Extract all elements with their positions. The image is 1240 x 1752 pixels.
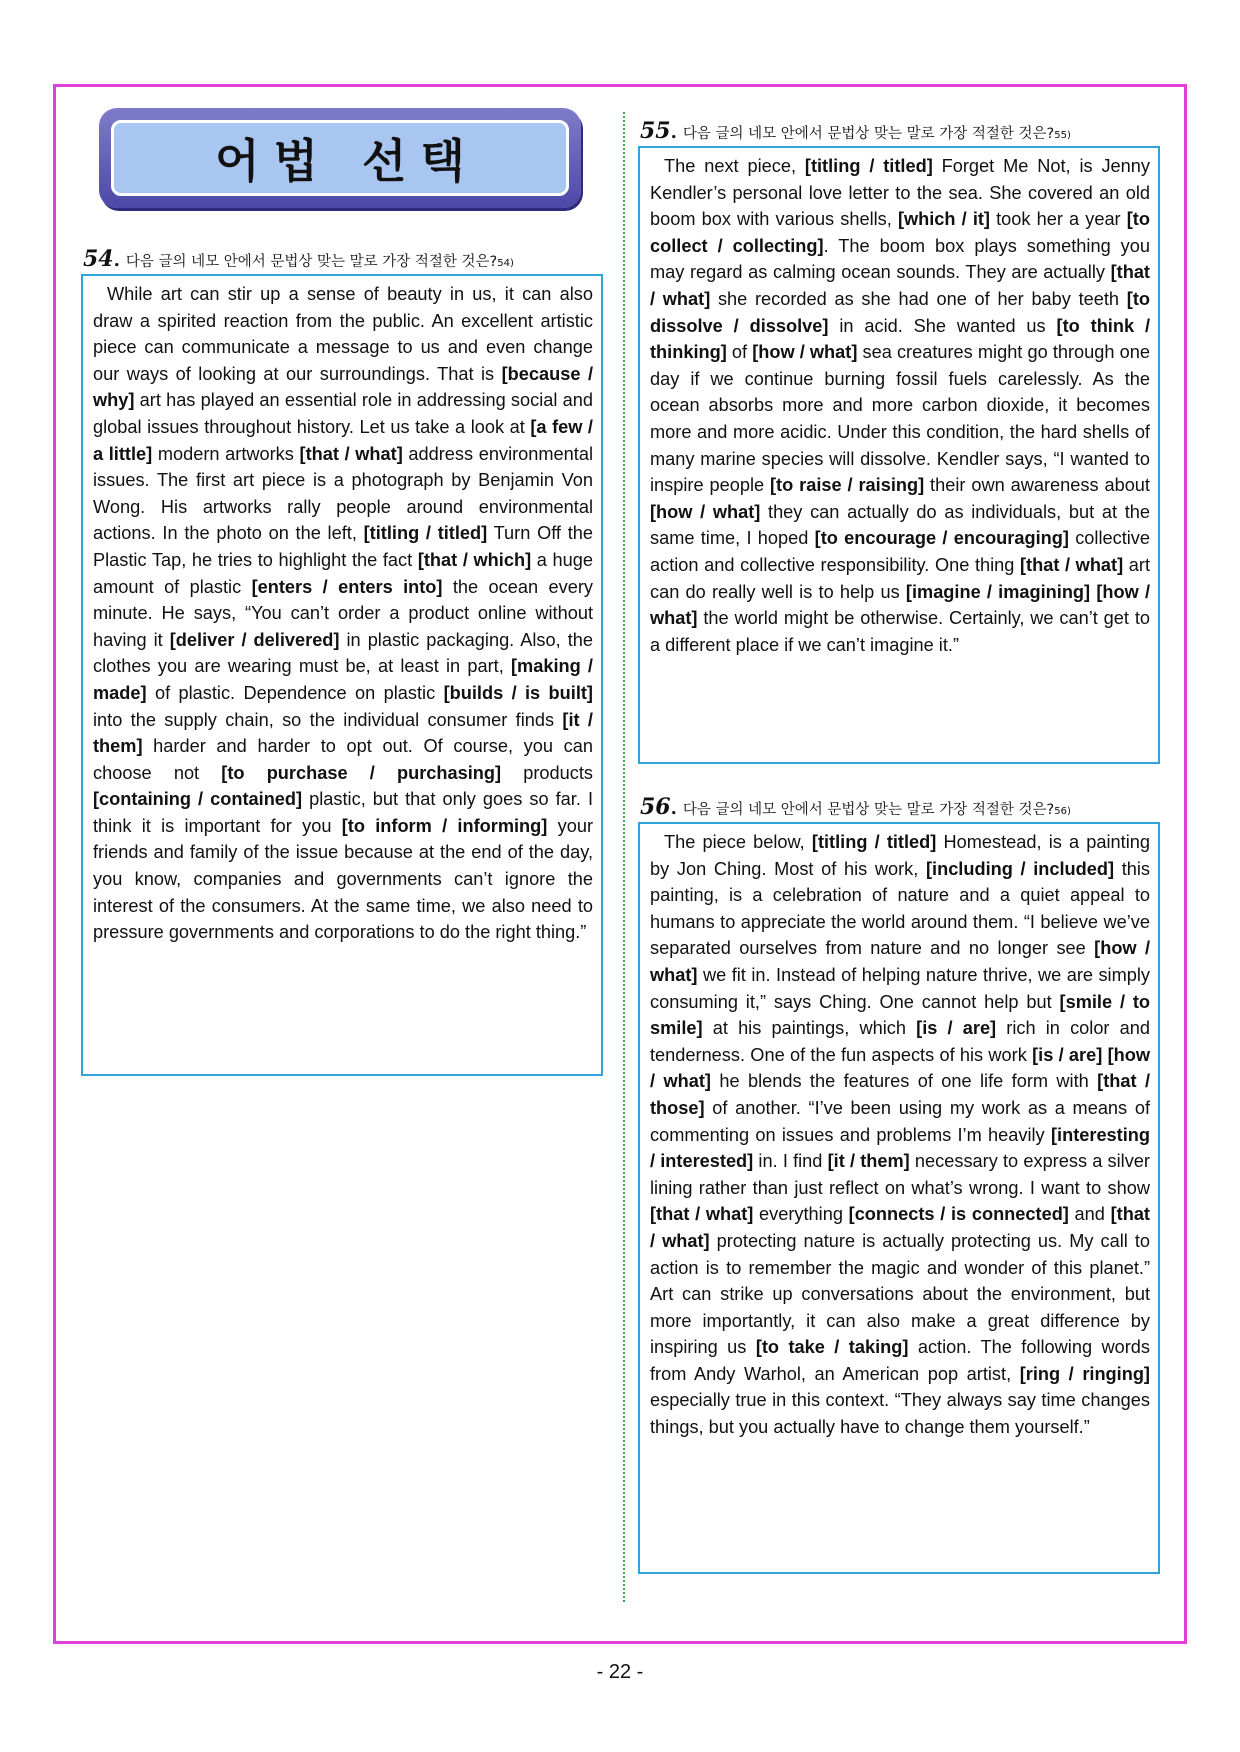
passage-text: plastic, but that only goes so far. I think it is important for you <box>93 789 593 836</box>
question-56-passage <box>650 829 1150 1441</box>
question-prompt: 다음 글의 네모 안에서 문법상 맞는 말로 가장 적절한 것은? <box>125 254 498 270</box>
passage-text: he blends the features of one life form with <box>710 1071 1098 1092</box>
passage-text: the ocean every minute. He says, “You can’t order a product online without having it <box>93 576 593 650</box>
passage-text: The piece below, <box>664 832 812 852</box>
passage-text: of <box>726 342 753 363</box>
passage-text: Turn Off the Plastic Tap, he tries to highlight the fact <box>93 523 594 570</box>
passage-text: Forget Me Not, is Jenny Kendler’s personal love letter to the sea. She covered an old boom box with various shells, <box>650 156 1150 230</box>
passage-text: harder and harder to opt out. Of course, you can choose not <box>93 736 593 783</box>
grammar-choice: [including / included] <box>925 858 1115 879</box>
grammar-choice: [deliver / delivered] <box>169 629 340 650</box>
question-54-passage-box <box>81 274 603 1076</box>
passage-text: everything <box>753 1204 849 1225</box>
passage-text: in acid. She wanted us <box>828 315 1057 336</box>
grammar-choice: [that / what] <box>650 1204 754 1225</box>
passage-text: they can actually do as individuals, but at the same time, I hoped <box>650 501 1150 549</box>
question-prompt: 다음 글의 네모 안에서 문법상 맞는 말로 가장 적절한 것은? <box>682 126 1055 142</box>
question-number: 56 <box>640 794 671 820</box>
grammar-choice: [how / what] <box>650 581 1151 629</box>
passage-text: art has played an essential role in addressing social and global issues throughout history. Let us take a look at <box>93 390 593 437</box>
passage-text: collective action and collective responsibility. One thing <box>650 528 1151 575</box>
passage-text: address environmental issues. The first art piece is a photograph by Benjamin Von Wong. His artworks rally people around environmental actions. In the photo on the left, <box>93 443 593 544</box>
passage-text: modern artworks <box>152 443 300 464</box>
question-55-passage-box <box>638 146 1160 764</box>
section-banner-inner <box>111 120 569 196</box>
passage-text: in. I find <box>753 1151 828 1172</box>
question-number: 55 <box>640 118 671 144</box>
grammar-choice: [how / what] <box>752 342 858 363</box>
question-55-header <box>640 118 1071 144</box>
grammar-choice: [builds / is built] <box>443 682 593 703</box>
column-divider <box>623 112 625 1602</box>
question-54-header <box>83 246 514 272</box>
grammar-choice: [to think / thinking] <box>650 315 1151 363</box>
question-footnote: 54) <box>497 258 514 269</box>
passage-text: The next piece, <box>664 156 805 176</box>
passage-text: of plastic. Dependence on plastic <box>146 682 444 703</box>
grammar-choice: [to inform / informing] <box>341 815 548 836</box>
question-number-dot: . <box>670 122 677 143</box>
passage-text: rich in color and tenderness. One of the fun aspects of his work <box>650 1018 1150 1065</box>
passage-text: action. The following words from Andy Warhol, an American pop artist, <box>650 1337 1151 1384</box>
passage-text: protecting nature is actually protecting us. My call to action is to remember the magic and wonder of this planet.” Art can strike up conversations about the environment, but more importantly, it can also make a great difference by inspiring us <box>650 1230 1150 1358</box>
passage-text: a huge amount of plastic <box>93 549 593 597</box>
page-number: - 22 - <box>596 1661 644 1683</box>
passage-text: products <box>501 762 593 783</box>
grammar-choice: [to take / taking] <box>755 1337 909 1358</box>
grammar-choice: [imagine / imagining] <box>905 581 1091 602</box>
grammar-choice: [ring / ringing] <box>1019 1363 1150 1384</box>
passage-text: into the supply chain, so the individual consumer finds <box>93 709 563 730</box>
question-56-passage-box <box>638 822 1160 1574</box>
grammar-choice: [smile / to smile] <box>650 991 1150 1039</box>
question-number-dot: . <box>670 798 677 819</box>
passage-text: in plastic packaging. Also, the clothes you are wearing must be, at least in part, <box>93 629 594 677</box>
passage-text: the world might be otherwise. Certainly, we can’t get to a different place if we can’t imagine it.” <box>650 608 1150 655</box>
grammar-choice: [that / what] <box>299 443 403 464</box>
passage-text: sea creatures might go through one day if we continue burning fossil fuels carelessly. As the ocean absorbs more and more carbon dioxide, it becomes more and more acidic. Under this condition, the hard shells of many marine species will dissolve. Kendler says, “I wanted to inspire people <box>650 342 1150 496</box>
grammar-choice: [it / them] <box>827 1151 910 1172</box>
question-footnote: 55) <box>1054 130 1071 141</box>
grammar-choice: [to purchase / purchasing] <box>221 762 502 783</box>
passage-text: especially true in this context. “They always say time changes things, but you actually have to change them yourself.” <box>650 1390 1150 1438</box>
grammar-choice: [is / are] <box>1032 1044 1103 1065</box>
passage-text: your friends and family of the issue because at the end of the day, you know, companies and governments can’t ignore the interest of the consumers. At the same time, we also need to pressure governments and corporations to do the right thing.” <box>93 815 594 943</box>
passage-text: she recorded as she had one of her baby teeth <box>710 288 1127 309</box>
grammar-choice: [that / what] <box>650 1204 1150 1251</box>
grammar-choice: [which / it] <box>897 209 990 230</box>
grammar-choice: [that / what] <box>650 262 1150 309</box>
grammar-choice: [titling / titled] <box>811 832 937 852</box>
section-title: 어법 선택 <box>215 134 479 188</box>
question-number-dot: . <box>113 250 120 271</box>
grammar-choice: [how / what] <box>650 1044 1150 1092</box>
grammar-choice: [containing / contained] <box>93 789 303 810</box>
question-number: 54 <box>83 246 114 272</box>
passage-text: . The boom box plays something you may regard as calming ocean sounds. They are actually <box>650 235 1150 283</box>
passage-text: Homestead, is a painting by Jon Ching. Most of his work, <box>650 832 1150 879</box>
grammar-choice: [that / what] <box>1020 554 1124 575</box>
passage-text: we fit in. Instead of helping nature thrive, we are simply consuming it,” says Ching. One cannot help but <box>650 964 1150 1012</box>
grammar-choice: [is / are] <box>916 1018 997 1039</box>
passage-text: art can do really well is to help us <box>650 554 1150 602</box>
grammar-choice: [how / what] <box>650 501 761 522</box>
question-54-passage <box>93 281 593 946</box>
grammar-choice: [that / which] <box>417 549 532 570</box>
passage-text: and <box>1068 1204 1111 1225</box>
passage-text: of another. “I’ve been using my work as a means of commenting on issues and problems I’m heavily <box>650 1097 1150 1145</box>
question-56-header <box>640 794 1071 820</box>
grammar-choice: [titling / titled] <box>363 523 488 544</box>
grammar-choice: [to encourage / encouraging] <box>814 528 1069 549</box>
passage-text: While art can stir up a sense of beauty in us, it can also draw a spirited reaction from the public. An excellent artistic piece can communicate a message to us and even change our ways of looking at our surroundings. That is <box>93 284 593 384</box>
passage-text: necessary to express a silver lining rather than just reflect on what’s wrong. I want to show <box>650 1151 1150 1198</box>
question-prompt: 다음 글의 네모 안에서 문법상 맞는 말로 가장 적절한 것은? <box>682 802 1055 818</box>
grammar-choice: [because / why] <box>93 363 593 411</box>
question-55-passage <box>650 153 1150 658</box>
section-banner <box>99 108 581 208</box>
passage-text: took her a year <box>989 209 1127 230</box>
grammar-choice: [to raise / raising] <box>770 475 925 496</box>
question-footnote: 56) <box>1054 806 1071 817</box>
grammar-choice: [interesting / interested] <box>650 1124 1150 1172</box>
passage-text: at his paintings, which <box>702 1018 917 1039</box>
grammar-choice: [it / them] <box>93 709 593 757</box>
grammar-choice: [how / what] <box>650 938 1151 985</box>
grammar-choice: [that / those] <box>650 1071 1150 1118</box>
passage-text: their own awareness about <box>924 475 1150 496</box>
grammar-choice: [connects / is connected] <box>848 1204 1069 1225</box>
passage-text: this painting, is a celebration of nature and a quiet appeal to humans to appreciate the world around them. “I believe we’ve separated ourselves from nature and no longer see <box>650 858 1151 959</box>
grammar-choice: [to collect / collecting] <box>650 209 1150 256</box>
grammar-choice: [making / made] <box>93 656 593 703</box>
grammar-choice: [enters / enters into] <box>251 576 443 597</box>
grammar-choice: [to dissolve / dissolve] <box>650 288 1150 336</box>
grammar-choice: [a few / a little] <box>93 416 593 464</box>
grammar-choice: [titling / titled] <box>804 156 933 176</box>
